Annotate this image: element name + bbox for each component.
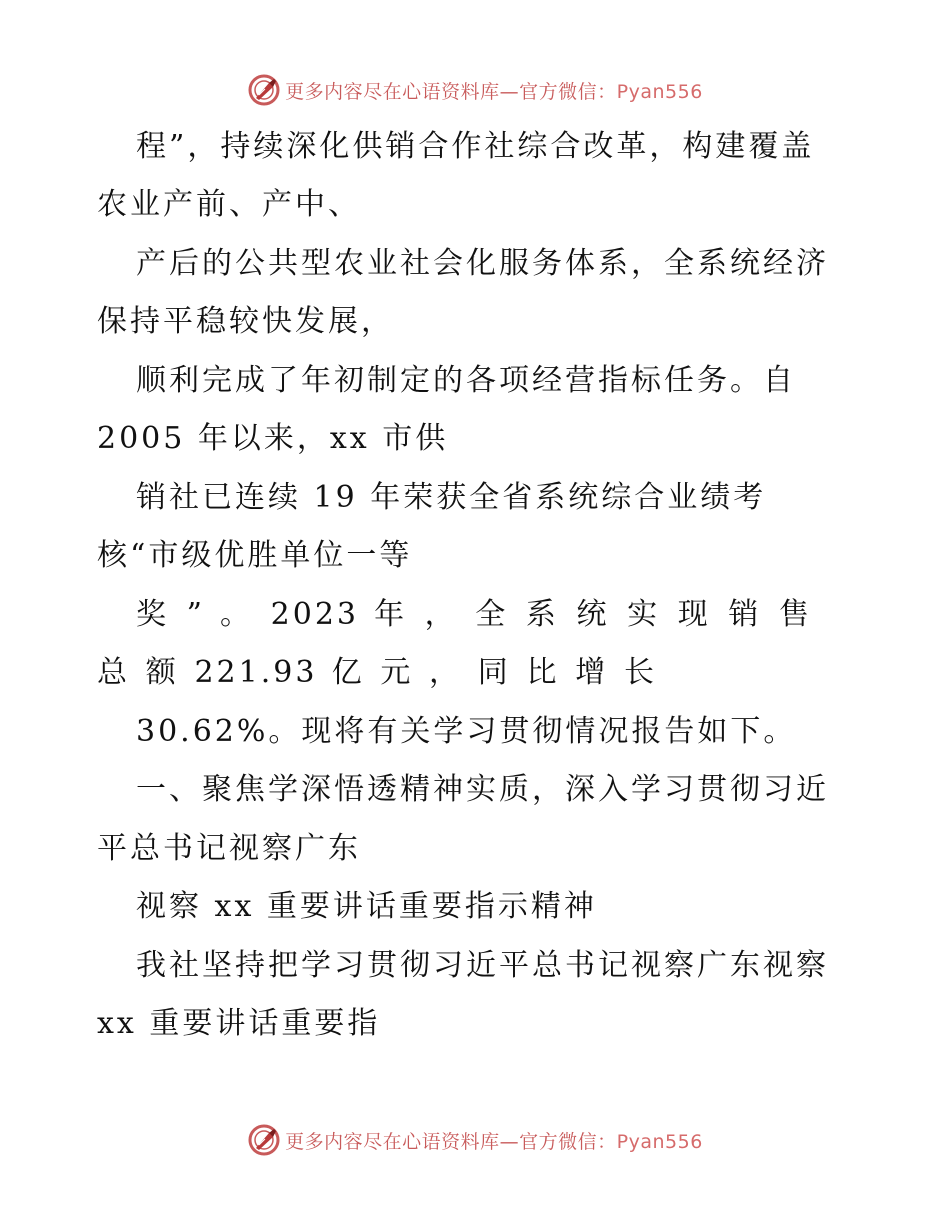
- section-heading: 平总书记视察广东: [97, 831, 361, 866]
- watermark-text: 更多内容尽在心语资料库—官方微信：Pyan556: [285, 1130, 703, 1153]
- watermark-text: 更多内容尽在心语资料库—官方微信：Pyan556: [285, 80, 703, 103]
- paragraph-line: 产后的公共型农业社会化服务体系，全系统经济: [136, 246, 829, 281]
- paragraph-line: 30.62%。现将有关学习贯彻情况报告如下。: [136, 714, 797, 749]
- paragraph-line: 程”，持续深化供销合作社综合改革，构建覆盖: [136, 129, 815, 164]
- paragraph-line: 农业产前、产中、: [97, 187, 361, 222]
- paragraph-line: 我社坚持把学习贯彻习近平总书记视察广东视察: [136, 948, 829, 983]
- paragraph-line: 2005 年以来，xx 市供: [97, 421, 449, 456]
- paragraph-line: 核“市级优胜单位一等: [97, 538, 413, 573]
- paragraph-line: 销社已连续 19 年荣获全省系统综合业绩考: [136, 480, 767, 515]
- paragraph-line: 顺利完成了年初制定的各项经营指标任务。自: [136, 363, 796, 398]
- watermark-footer: [0, 1120, 950, 1160]
- fountain-pen-circle-logo: [247, 1123, 281, 1157]
- section-heading: 一、聚焦学深悟透精神实质，深入学习贯彻习近: [136, 772, 829, 807]
- section-heading: 视察 xx 重要讲话重要指示精神: [136, 889, 597, 924]
- paragraph-line: 奖 ” 。 2023 年 ， 全 系 统 实 现 销 售: [136, 597, 812, 632]
- paragraph-line: 总 额 221.93 亿 元 ， 同 比 增 长: [97, 655, 657, 690]
- paragraph-line: xx 重要讲话重要指: [97, 1006, 381, 1041]
- paragraph-line: 保持平稳较快发展，: [97, 304, 394, 339]
